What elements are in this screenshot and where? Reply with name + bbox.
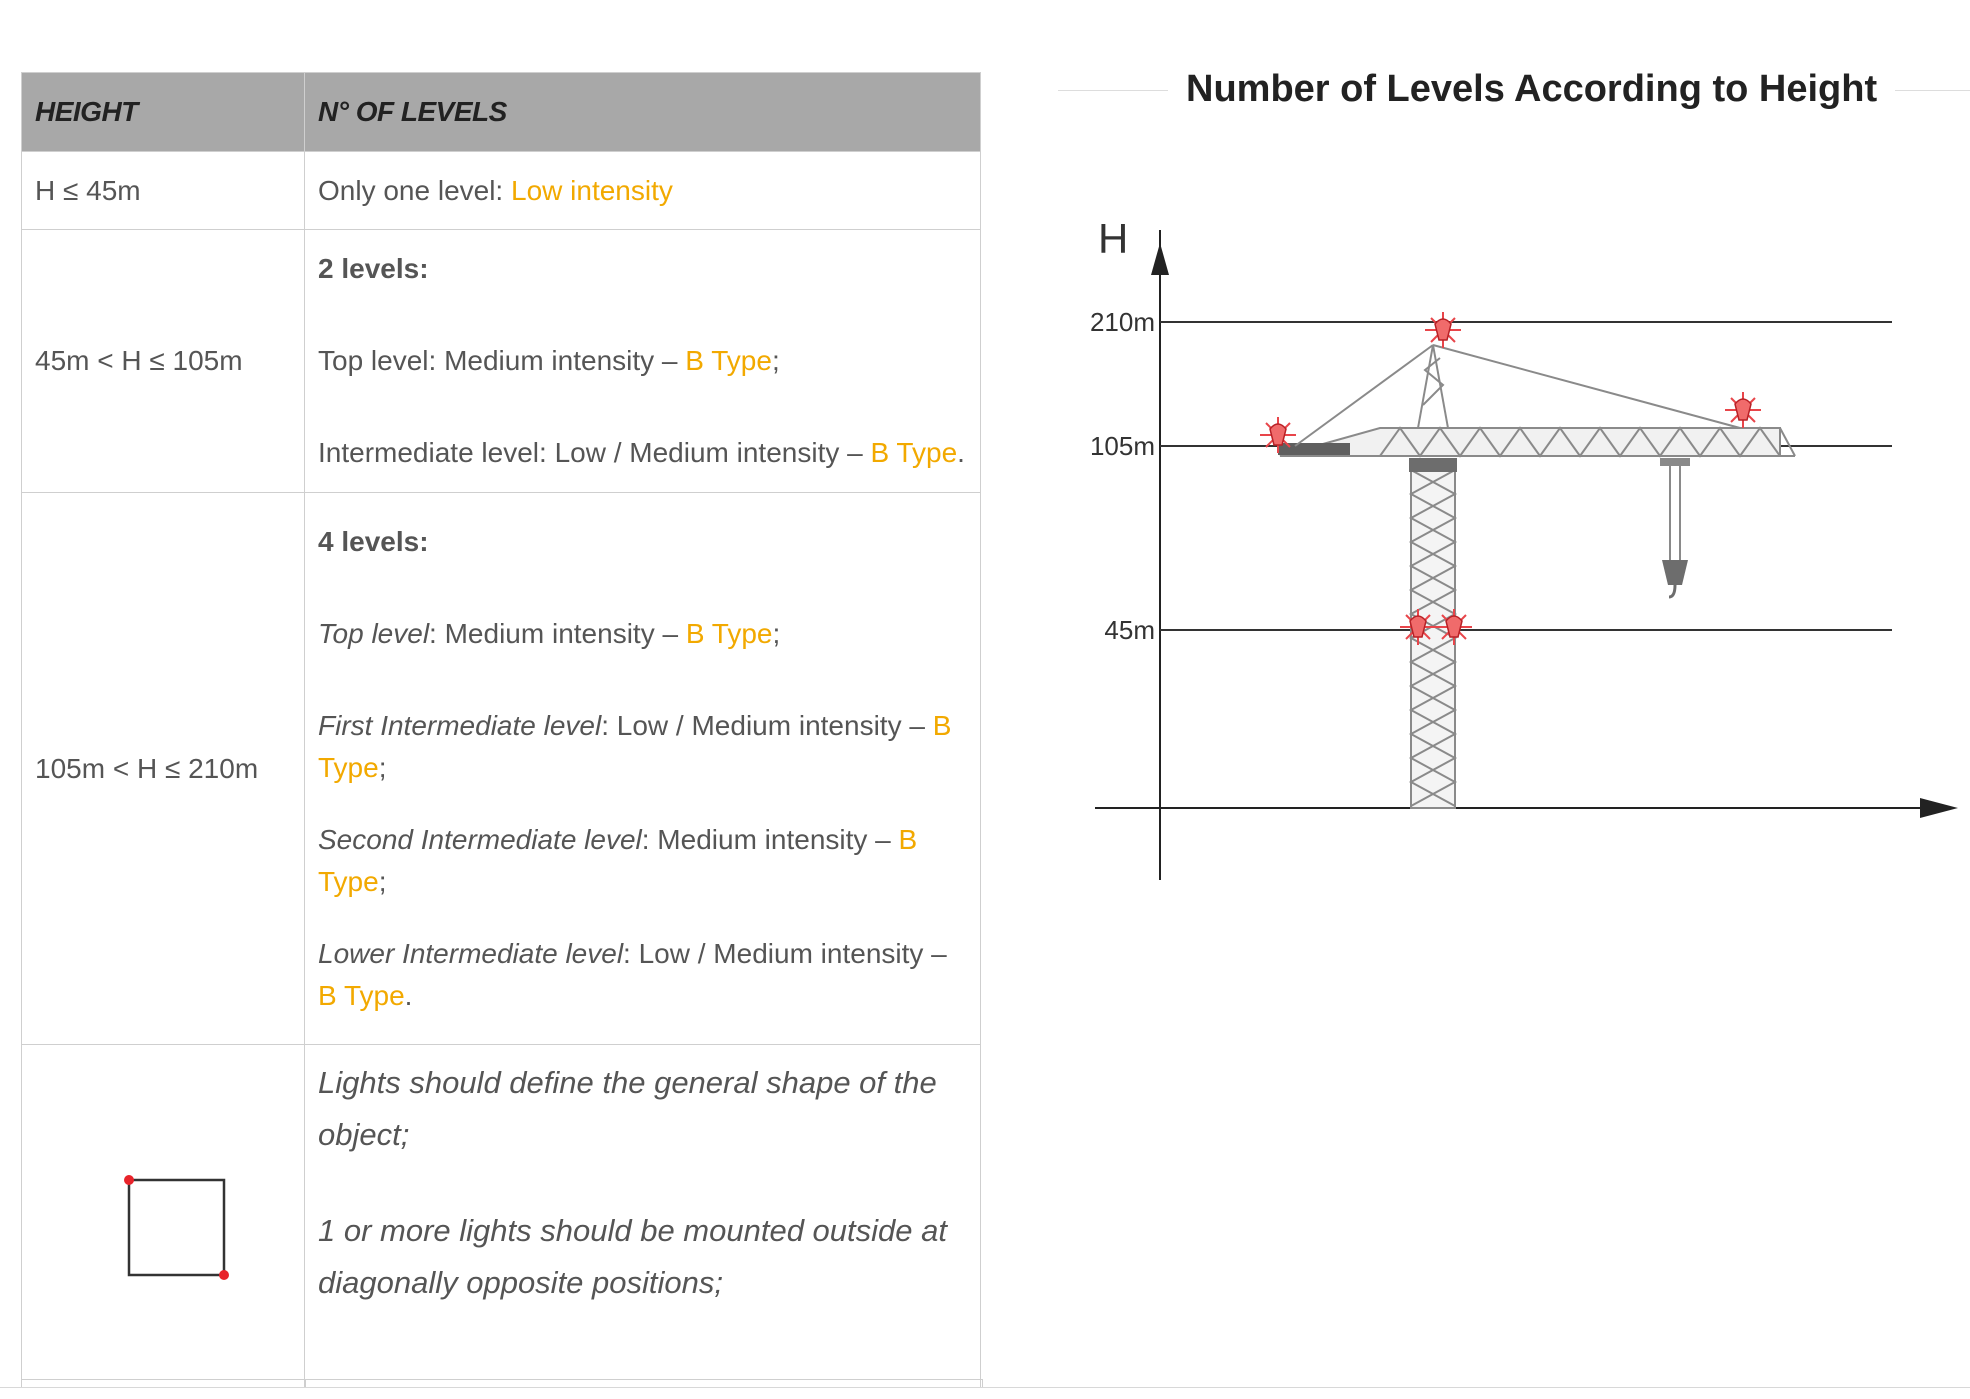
level-text: : Low / Medium intensity – [601, 709, 933, 741]
level-line [318, 705, 967, 789]
level-label-210: 210m [1089, 307, 1155, 337]
note-shape: Lights should define the general shape of the object; [318, 1065, 937, 1152]
level-line [318, 819, 967, 903]
level-text: Top level: Medium intensity – [318, 345, 686, 376]
level-name: Second Intermediate level [318, 823, 642, 855]
punctuation: . [404, 979, 413, 1011]
table-header-row [22, 73, 981, 152]
height-cell: 45m < H ≤ 105m [22, 230, 305, 493]
horizontal-axis-arrow [1920, 798, 1958, 818]
title-rule-right [1895, 90, 1970, 91]
height-cell: H ≤ 45m [22, 152, 305, 230]
type-label: B Type [318, 979, 405, 1011]
slewing-unit [1409, 458, 1457, 472]
level-line [318, 613, 967, 655]
type-label: B Type [318, 823, 918, 897]
levels-cell [305, 493, 981, 1045]
level-line [318, 340, 967, 382]
beacon-icon [1425, 312, 1461, 348]
level-label-105: 105m [1089, 431, 1155, 461]
table-row [22, 1045, 981, 1388]
table-row [22, 493, 981, 1045]
levels-table [21, 72, 981, 1388]
levels-heading: 2 levels: [318, 253, 429, 284]
page-divider [0, 1387, 1970, 1388]
diagram-title-text: Number of Levels According to Height [1186, 68, 1878, 110]
vertical-axis-arrow [1151, 243, 1169, 275]
level-name: Lower Intermediate level [318, 937, 624, 969]
level-line [318, 933, 967, 1017]
levels-cell [305, 152, 981, 230]
level-text: Only one level: [318, 174, 504, 206]
levels-cell [305, 230, 981, 493]
punctuation: ; [378, 751, 387, 783]
shape-illustration-cell [22, 1045, 305, 1388]
level-text: Intermediate level: Low / Medium intensity – [318, 437, 871, 468]
beacon-icon [1725, 392, 1761, 428]
level-name: Top level [318, 617, 430, 649]
level-text: : Low / Medium intensity – [623, 937, 947, 969]
level-label-45: 45m [1104, 615, 1155, 645]
punctuation: . [957, 437, 965, 468]
intensity-label: Low intensity [511, 174, 673, 206]
title-rule-left [1058, 90, 1168, 91]
level-line [318, 432, 967, 474]
level-text: : Medium intensity – [429, 617, 686, 649]
crane-hook [1660, 458, 1690, 597]
square-lights-icon [109, 1160, 249, 1300]
punctuation: ; [772, 617, 781, 649]
levels-heading: 4 levels: [318, 525, 429, 557]
punctuation: ; [771, 345, 780, 376]
table-row [22, 230, 981, 493]
punctuation: ; [378, 865, 387, 897]
crane-levels-diagram [1080, 210, 1970, 890]
levels-cell [305, 1045, 981, 1388]
type-label: B Type [685, 345, 772, 376]
diagram-title [1040, 68, 1970, 111]
header-levels: N° OF LEVELS [305, 73, 981, 152]
type-label: B Type [318, 709, 952, 783]
header-height: HEIGHT [22, 73, 305, 152]
type-label: B Type [870, 437, 958, 468]
h-axis-label: H [1098, 215, 1129, 262]
level-text: : Medium intensity – [641, 823, 899, 855]
note-diagonal: 1 or more lights should be mounted outside at diagonally opposite positions; [318, 1213, 947, 1300]
crane-jib [1280, 428, 1795, 456]
level-name: First Intermediate level [318, 709, 602, 741]
type-label: B Type [685, 617, 773, 649]
table-row [22, 152, 981, 230]
height-cell: 105m < H ≤ 210m [22, 493, 305, 1045]
